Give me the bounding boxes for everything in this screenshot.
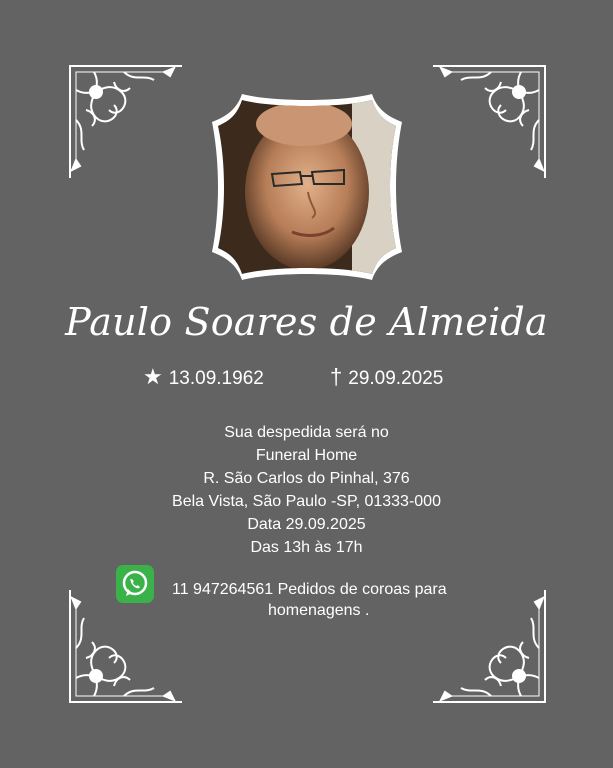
ornament-corner-top-left: [64, 60, 184, 180]
death-date: 29.09.2025: [348, 368, 444, 389]
info-line: R. São Carlos do Pinhal, 376: [203, 470, 410, 487]
info-line: Bela Vista, São Paulo -SP, 01333-000: [172, 493, 441, 510]
info-line: Sua despedida será no: [224, 424, 389, 441]
birth-date-row: [143, 364, 264, 390]
info-line: Das 13h às 17h: [250, 539, 363, 556]
info-line: Data 29.09.2025: [247, 516, 366, 533]
ornament-corner-top-right: [431, 60, 551, 180]
star-icon: ★: [143, 364, 163, 389]
portrait-photo: [212, 92, 402, 282]
contact-info: [172, 579, 482, 621]
whatsapp-icon[interactable]: [116, 565, 154, 603]
cross-icon: †: [330, 364, 343, 389]
contact-line-2: homenagens .: [268, 602, 370, 619]
ceremony-info: [0, 421, 613, 559]
info-line: Funeral Home: [255, 447, 358, 464]
ornament-corner-bottom-left: [64, 588, 184, 708]
death-date-row: [330, 364, 443, 390]
portrait-frame: [212, 92, 402, 282]
birth-date: 13.09.1962: [168, 368, 264, 389]
contact-line-1: 11 947264561 Pedidos de coroas para: [172, 581, 447, 598]
deceased-name: Paulo Soares de Almeida: [65, 300, 548, 344]
